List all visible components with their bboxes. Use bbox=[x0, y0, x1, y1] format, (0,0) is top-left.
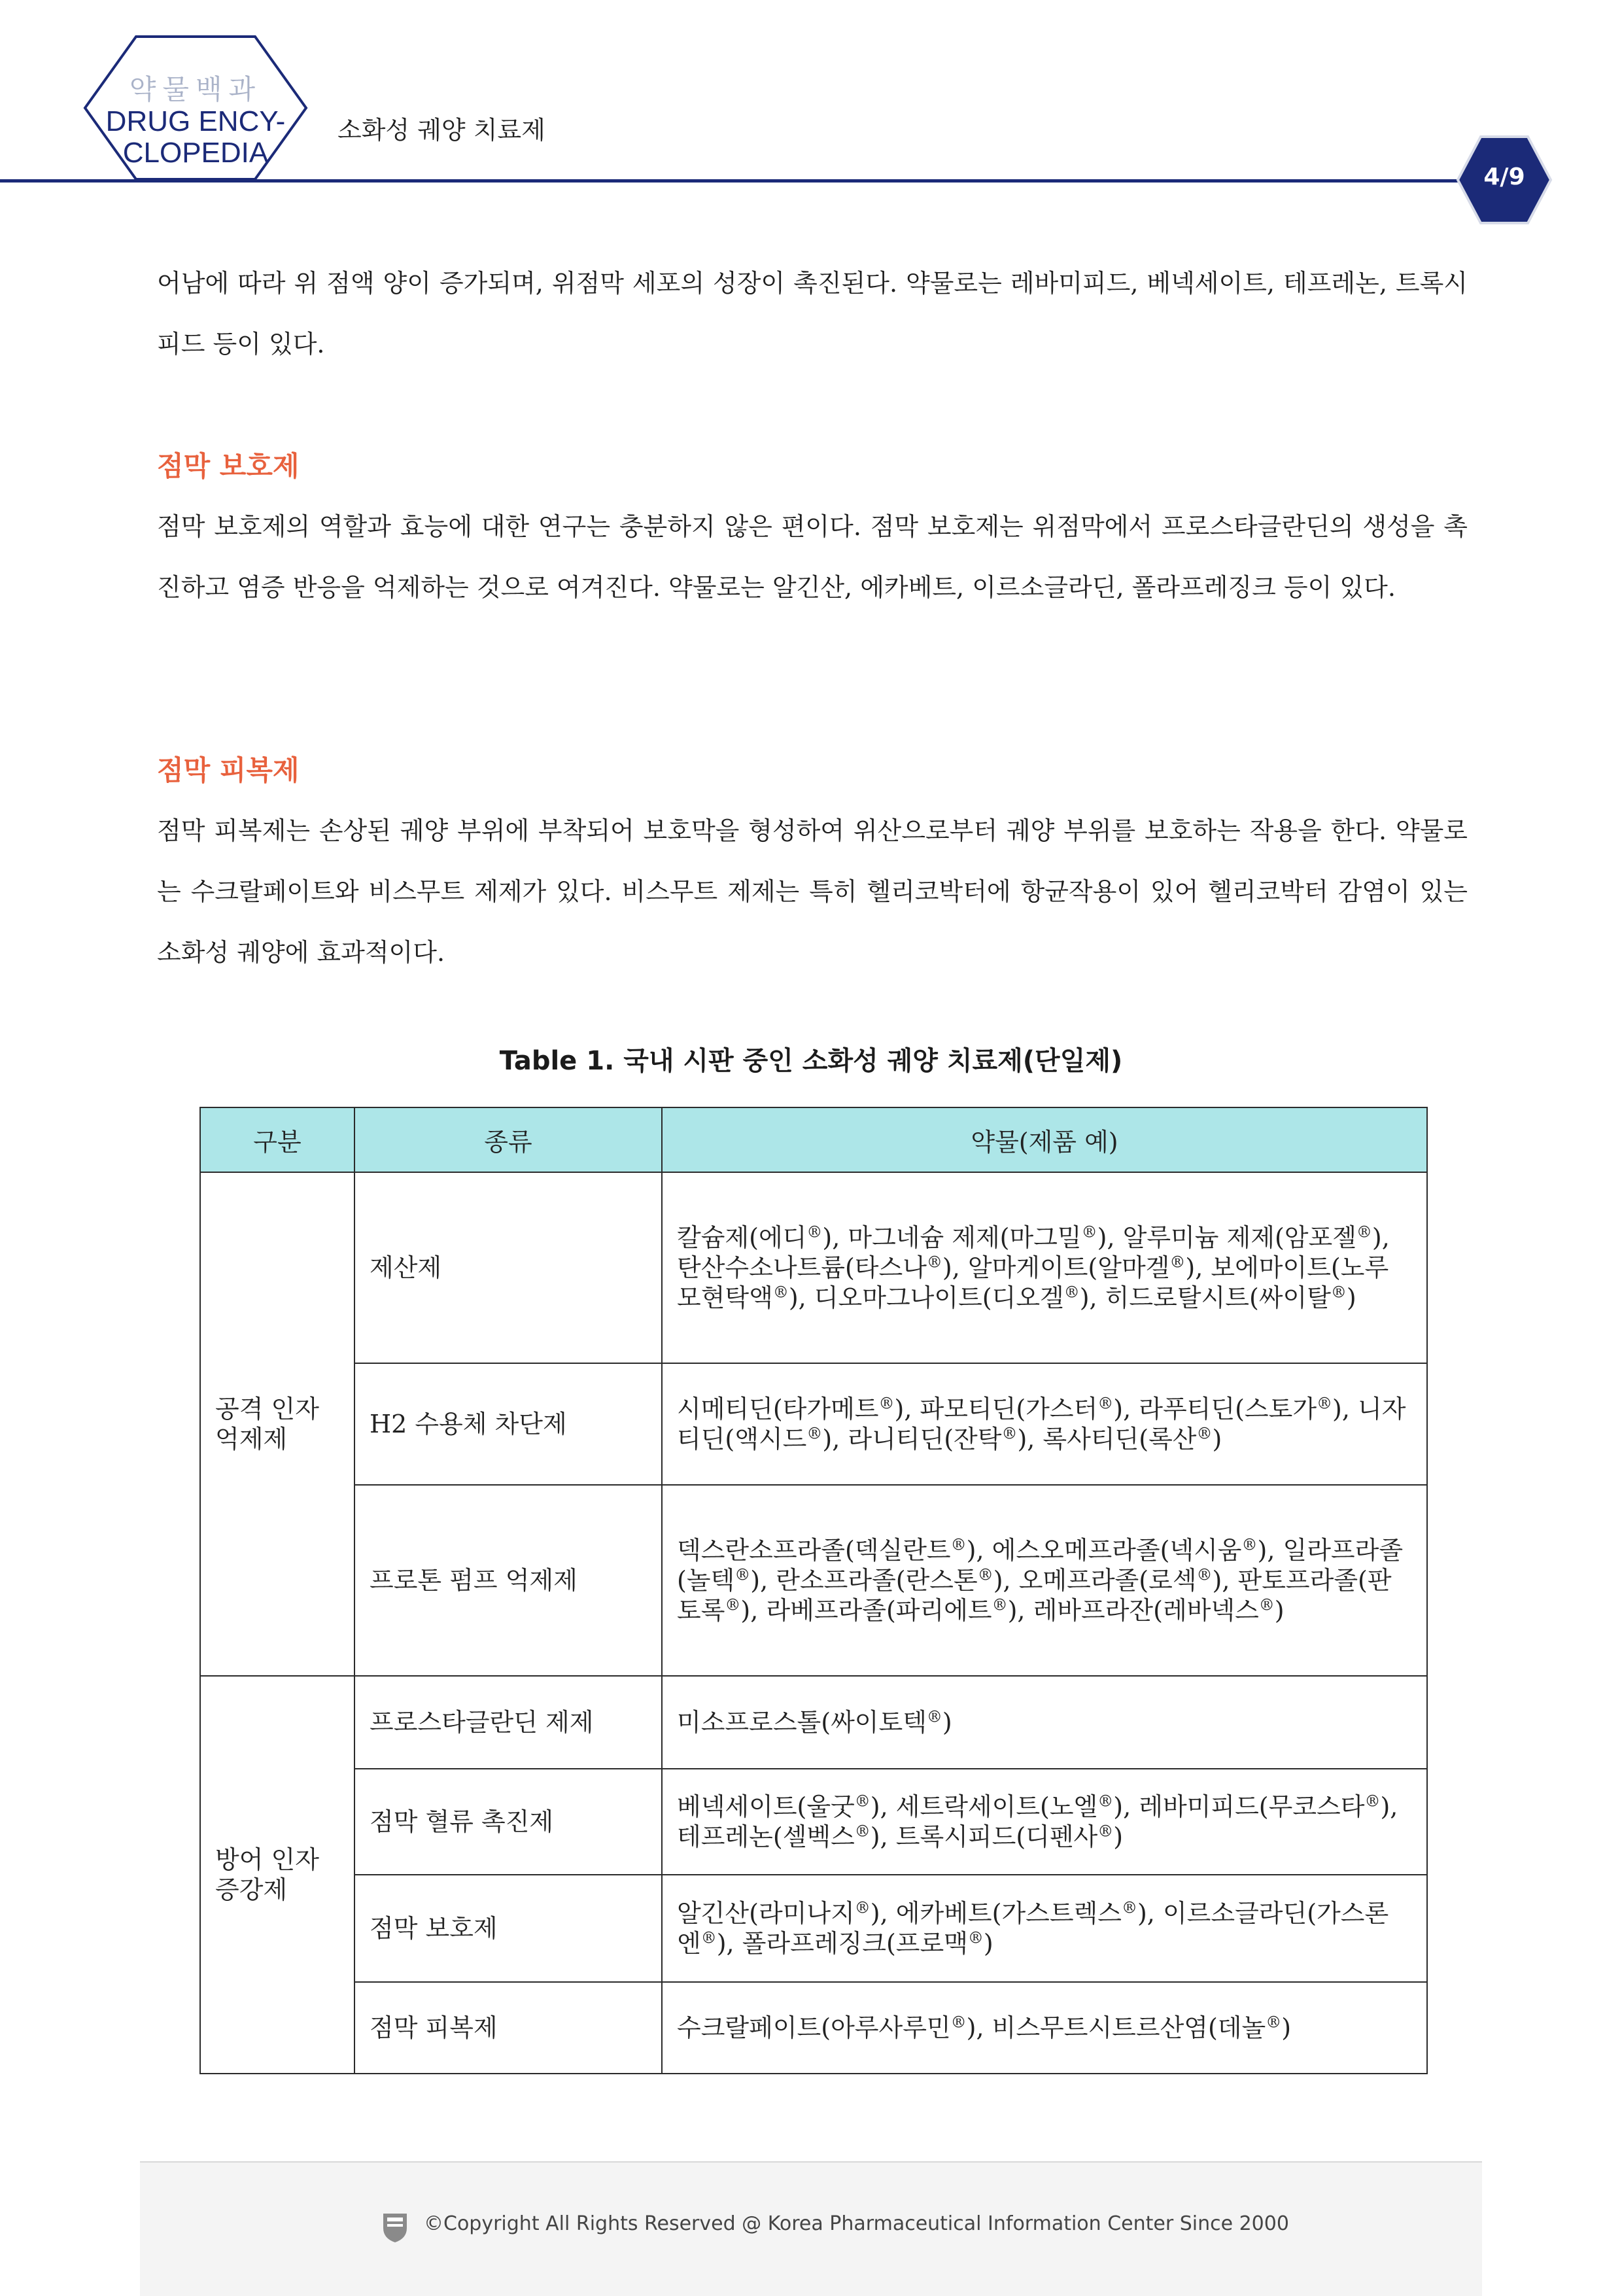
table-row bbox=[200, 1982, 1427, 2074]
header-drugs: 약물(제품 예) bbox=[662, 1107, 1427, 1172]
type-cell: H2 수용체 차단제 bbox=[354, 1363, 662, 1485]
drugs-cell: 덱스란소프라졸(덱실란트®), 에스오메프라졸(넥시움®), 일라프라졸(놀텍®), 란소프라졸(란스톤®), 오메프라졸(로섹®), 판토프라졸(판토록®), 라베프라졸(파리에트®), 레바프라잔(레바넥스®) bbox=[662, 1485, 1427, 1676]
group-defensive-factor-enhancer: 방어 인자 증강제 bbox=[200, 1676, 354, 2074]
table-row bbox=[200, 1363, 1427, 1485]
paragraph-mucosal-protectant: 점막 보호제의 역할과 효능에 대한 연구는 충분하지 않은 편이다. 점막 보호제는 위점막에서 프로스타글란딘의 생성을 촉진하고 염증 반응을 억제하는 것으로 여겨진다. 약물로는 알긴산, 에카베트, 이르소글라딘, 폴라프레징크 등이 있다. bbox=[157, 512, 1468, 602]
paragraph-mucosal-coating: 점막 피복제는 손상된 궤양 부위에 부착되어 보호막을 형성하여 위산으로부터 궤양 부위를 보호하는 작용을 한다. 약물로는 수크랄페이트와 비스무트 제제가 있다. 비스무트 제제는 특히 헬리코박터에 항균작용이 있어 헬리코박터 감염이 있는 소화성 궤양에 효과적이다. bbox=[157, 816, 1468, 967]
table-row bbox=[200, 1769, 1427, 1875]
footer bbox=[140, 2161, 1482, 2296]
type-cell: 프로스타글란딘 제제 bbox=[354, 1676, 662, 1769]
type-cell: 점막 피복제 bbox=[354, 1982, 662, 2074]
logo bbox=[82, 34, 309, 182]
drugs-cell: 베넥세이트(울굿®), 세트락세이트(노엘®), 레바미피드(무코스타®), 테프레논(셀벡스®), 트록시피드(디펜사®) bbox=[662, 1769, 1427, 1875]
logo-korean: 약물백과 bbox=[129, 73, 262, 105]
type-cell: 제산제 bbox=[354, 1172, 662, 1363]
section-heading-mucosal-coating: 점막 피복제 bbox=[157, 754, 300, 786]
drug-table bbox=[199, 1107, 1428, 2074]
drugs-cell: 미소프로스톨(싸이토텍®) bbox=[662, 1676, 1427, 1769]
table-row bbox=[200, 1172, 1427, 1363]
page-number: 4/9 bbox=[1483, 164, 1525, 190]
drugs-cell: 수크랄페이트(아루사루민®), 비스무트시트르산염(데놀®) bbox=[662, 1982, 1427, 2074]
type-cell: 점막 혈류 촉진제 bbox=[354, 1769, 662, 1875]
drugs-cell: 시메티딘(타가메트®), 파모티딘(가스터®), 라푸티딘(스토가®), 니자티딘(액시드®), 라니티딘(잔탁®), 록사티딘(록산®) bbox=[662, 1363, 1427, 1485]
type-cell: 프로톤 펌프 억제제 bbox=[354, 1485, 662, 1676]
table-row bbox=[200, 1875, 1427, 1982]
drugs-cell: 알긴산(라미나지®), 에카베트(가스트렉스®), 이르소글라딘(가스론엔®), 폴라프레징크(프로맥®) bbox=[662, 1875, 1427, 1982]
table-row bbox=[200, 1676, 1427, 1769]
header-type: 종류 bbox=[354, 1107, 662, 1172]
page-badge bbox=[1456, 135, 1553, 225]
paragraph-intro: 어남에 따라 위 점액 양이 증가되며, 위점막 세포의 성장이 촉진된다. 약물로는 레바미피드, 베넥세이트, 테프레논, 트록시피드 등이 있다. bbox=[157, 269, 1468, 358]
shield-icon bbox=[381, 2211, 409, 2244]
logo-line-1: DRUG ENCY- bbox=[105, 105, 286, 137]
section-heading-mucosal-protectant: 점막 보호제 bbox=[157, 450, 300, 482]
header-rule bbox=[0, 179, 1498, 183]
copyright-text: ©Copyright All Rights Reserved @ Korea Pharmaceutical Information Center Since 2000 bbox=[424, 2212, 1289, 2235]
header-category: 구분 bbox=[200, 1107, 354, 1172]
document-title: 소화성 궤양 치료제 bbox=[337, 116, 545, 145]
group-aggressive-factor-inhibitor: 공격 인자 억제제 bbox=[200, 1172, 354, 1676]
type-cell: 점막 보호제 bbox=[354, 1875, 662, 1982]
table-caption: Table 1. 국내 시판 중인 소화성 궤양 치료제(단일제) bbox=[499, 1046, 1123, 1076]
logo-line-2: CLOPEDIA bbox=[122, 137, 269, 169]
table-row bbox=[200, 1485, 1427, 1676]
table-header-row bbox=[200, 1107, 1427, 1172]
drugs-cell: 칼슘제(에디®), 마그네슘 제제(마그밀®), 알루미늄 제제(암포젤®), 탄산수소나트륨(타스나®), 알마게이트(알마겔®), 보에마이트(노루모현탁액®), 디오마그나이트(디오겔®), 히드로탈시트(싸이탈®) bbox=[662, 1172, 1427, 1363]
